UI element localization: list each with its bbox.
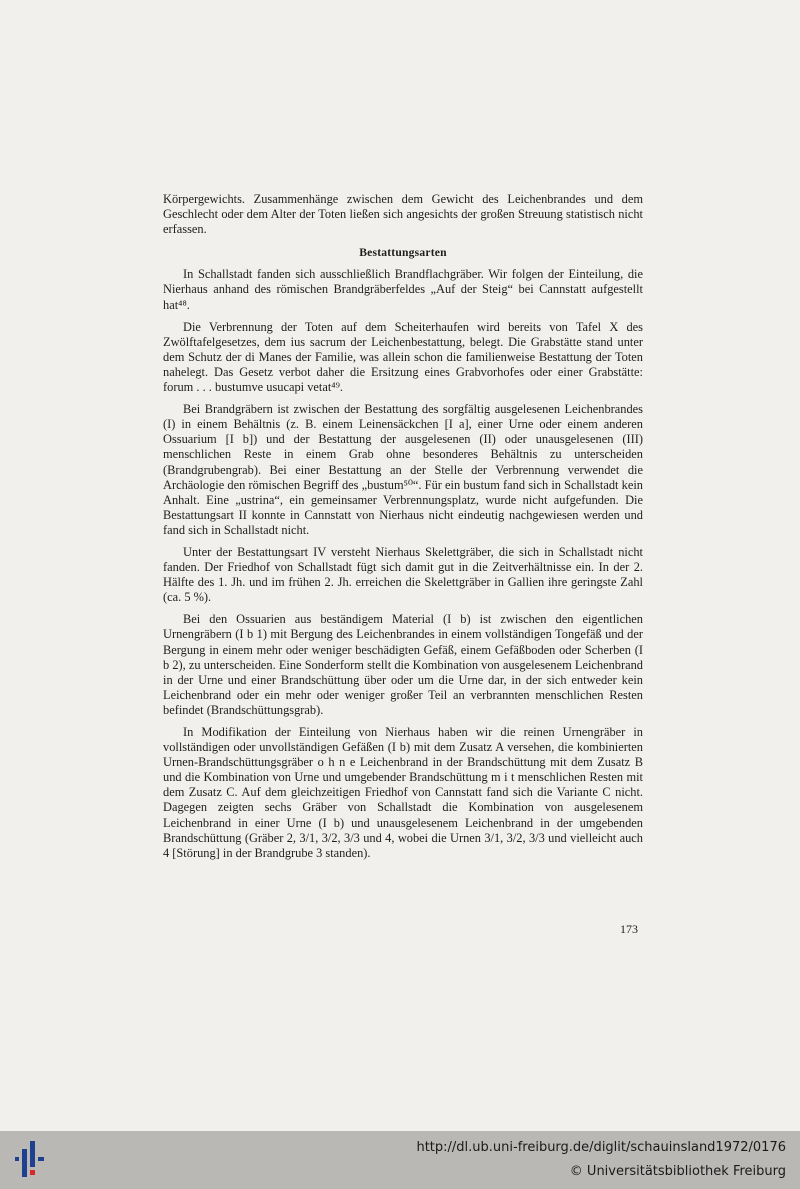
paragraph: Bei Brandgräbern ist zwischen der Bestattung des sorgfältig ausgelesenen Leichenbrandes (I) in einem Behältnis (z. B. einem Leinensäckchen [I a], einer Urne oder einem anderen Ossuarium [I b]) und der Bestattung der ausgelesenen (II) oder unausgelesenen (III) menschlichen Reste in einem Grab ohne besonderes Behältnis zu unterscheiden (Brandgrubengrab). Bei einer Bestattung an der Stelle der Verbrennung verwendet die Archäologie den römischen Begriff des „bustum⁵⁰“. Für ein bustum fand sich in Schallstadt kein Anhalt. Eine „ustrina“, ein gemeinsamer Verbrennungsplatz, wurde nicht aufgefunden. Die Bestattungsart II konnte in Cannstatt von Nierhaus nicht eindeutig nachgewiesen werden und fand sich in Schallstadt nicht. [163,402,643,537]
copyright-notice: © Universitätsbibliothek Freiburg [569,1164,786,1179]
page-number: 173 [620,922,638,936]
paragraph: In Modifikation der Einteilung von Nierhaus haben wir die reinen Urnengräber in vollständigen oder unvollständigen Gefäßen (I b) mit dem Zusatz A versehen, die kombinierten Urnen-Brandschüttungsgräber o h n e Leichenbrand in der Brandschüttung mit dem Zusatz B und die Kombination von Urne und umgebender Brandschüttung m i t menschlichen Resten mit dem Zusatz C. Auf dem gleichzeitigen Friedhof von Cannstatt fand sich die Variante C nicht. Dagegen zeigten sechs Gräber von Schallstadt die Kombination von ausgelesenem Leichenbrand in einer Urne (I b) und unausgelesenem Leichenbrand in der umgebenden Brandschüttung (Gräber 2, 3/1, 3/2, 3/3 und 4, wobei die Urnen 3/1, 3/2, 3/3 und vielleicht auch 4 [Störung] in der Brandgrube 3 standen). [163,725,643,860]
paragraph: Bei den Ossuarien aus beständigem Material (I b) ist zwischen den eigentlichen Urnengräbern (I b 1) mit Bergung des Leichenbrandes in einem vollständigen Tongefäß und der Bergung in einem mehr oder weniger beschädigten Gefäß, einem Gefäßboden oder Scherben (I b 2), zu unterscheiden. Eine Sonderform stellt die Kombination von ausgelesenem Leichenbrand in der Urne und einer Brandschüttung über oder um die Urne dar, in der sich entweder kein Leichenbrand oder ein mehr oder weniger großer Teil an verbrannten menschlichen Resten befindet (Brandschüttungsgrab). [163,612,643,717]
paragraph: Die Verbrennung der Toten auf dem Scheiterhaufen wird bereits von Tafel X des Zwölftafelgesetzes, dem ius sacrum der Leichenbestattung, belegt. Die Grabstätte stand unter dem Schutz der di Manes der Familie, was allein schon die familienweise Bestattung der Toten nahelegt. Das Gesetz verbot daher die Ersitzung eines Grabvorhofes oder einer Grabstätte: forum . . . bustumve usucapi vetat⁴⁹. [163,319,643,395]
paragraph: Unter der Bestattungsart IV versteht Nierhaus Skelettgräber, die sich in Schallstadt nicht fanden. Der Friedhof von Schallstadt fügt sich damit gut in die Zeitverhältnisse ein. In der 2. Hälfte des 1. Jh. und im frühen 2. Jh. erreichen die Skelettgräber in Gallien ihre geringste Zahl (ca. 5 %). [163,544,643,605]
permalink-url[interactable]: http://dl.ub.uni-freiburg.de/diglit/schauinsland1972/0176 [416,1140,786,1155]
section-heading: Bestattungsarten [359,246,447,260]
paragraph: In Schallstadt fanden sich ausschließlich Brandflachgräber. Wir folgen der Einteilung, die Nierhaus anhand des römischen Brandgräberfeldes „Auf der Steig“ bei Cannstatt aufgestellt hat⁴⁸. [163,267,643,312]
viewer-footer [0,1131,800,1189]
body-text [163,192,643,868]
library-logo-icon [12,1139,52,1181]
paragraph-intro: Körpergewichts. Zusammenhänge zwischen dem Gewicht des Leichenbrandes und dem Geschlecht oder dem Alter der Toten ließen sich angesichts der großen Streuung statistisch nicht erfassen. [163,192,643,237]
